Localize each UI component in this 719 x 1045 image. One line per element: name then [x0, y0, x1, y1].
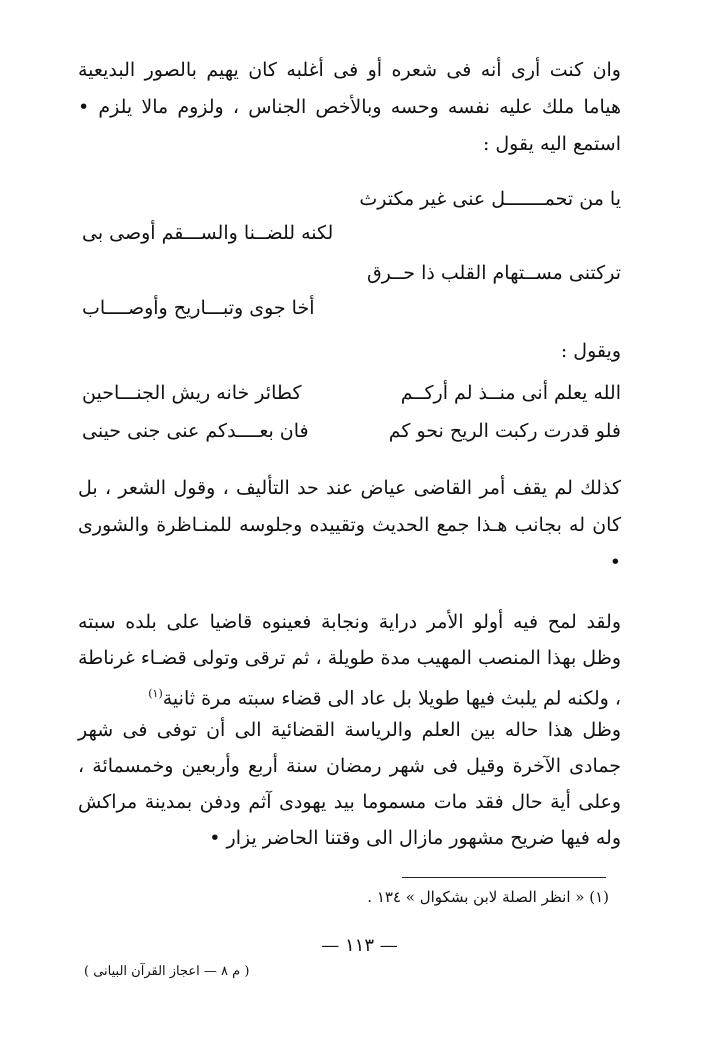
footnote-marker: (١) [148, 687, 163, 700]
book-reference: ( م ٨ — اعجاز القرآن البيانى ) [84, 964, 250, 979]
poem2-verse2-second-hemistich: فان بعــــدكم عنى جنى حينى [82, 420, 309, 442]
poem1-line4: أخا جوى وتبـــاريح وأوصــــاب [82, 297, 315, 319]
page-number: — ١١٣ — [321, 935, 398, 956]
paragraph-judge-career-text: ولقد لمح فيه أولو الأمر دراية ونجابة فعينوه قاضيا على بلده سبته وظل بهذا المنصب المهيب مدة طويلة ، ثم ترقى وتولى قضـاء غرناطة ، ولكنه لم يلبث فيها طويلا بل عاد الى قضاء سبته مرة ثانية [78, 611, 621, 710]
poem1-line1: يا من تحمـــــــل عنى غير مكترث [359, 188, 621, 210]
paragraph-hadith: كذلك لم يقف أمر القاضى عياض عند حد التأليف ، وقول الشعر ، بل كان له بجانب هـذا جمع الحديث وتقييده وجلوسه للمنـاظرة والشورى • [78, 477, 621, 573]
paragraph-intro: وان كنت أرى أنه فى شعره أو فى أغلبه كان يهيم بالصور البديعية هياما ملك عليه نفسه وحسه وبالأخص الجناس ، ولزوم مالا يلزم • استمع اليه يقول : [78, 59, 621, 155]
poem1-line3: تركتنى مســتهام القلب ذا حــرق [366, 262, 621, 284]
poem1-line2: لكنه للضــنا والســـقم أوصى بى [82, 222, 334, 244]
paragraph-judge-career [78, 604, 621, 716]
poem2-verse1-first-hemistich: الله يعلم أنى منــذ لم أركــم [400, 382, 621, 404]
poem2-verse1-second-hemistich: كطائر خانه ريش الجنـــاحين [82, 382, 302, 404]
footnote-divider [402, 877, 606, 878]
footnote-text: (١) « انظر الصلة لابن بشكوال » ١٣٤ . [367, 888, 609, 906]
paragraph-death: وظل هذا حاله بين العلم والرياسة القضائية الى أن توفى فى شهر جمادى الآخرة وقيل فى شهر رمضان سنة أربع وأربعين وخمسمائة ، وعلى أية حال فقد مات مسموما بيد يهودى آثم ودفن بمدينة مراكش وله فيها ضريح مشهور مازال الى وقتنا الحاضر يزار • [78, 719, 621, 849]
poem2-verse2-first-hemistich: فلو قدرت ركبت الريح نحو كم [388, 420, 621, 442]
say-intro: ويقول : [560, 340, 621, 362]
